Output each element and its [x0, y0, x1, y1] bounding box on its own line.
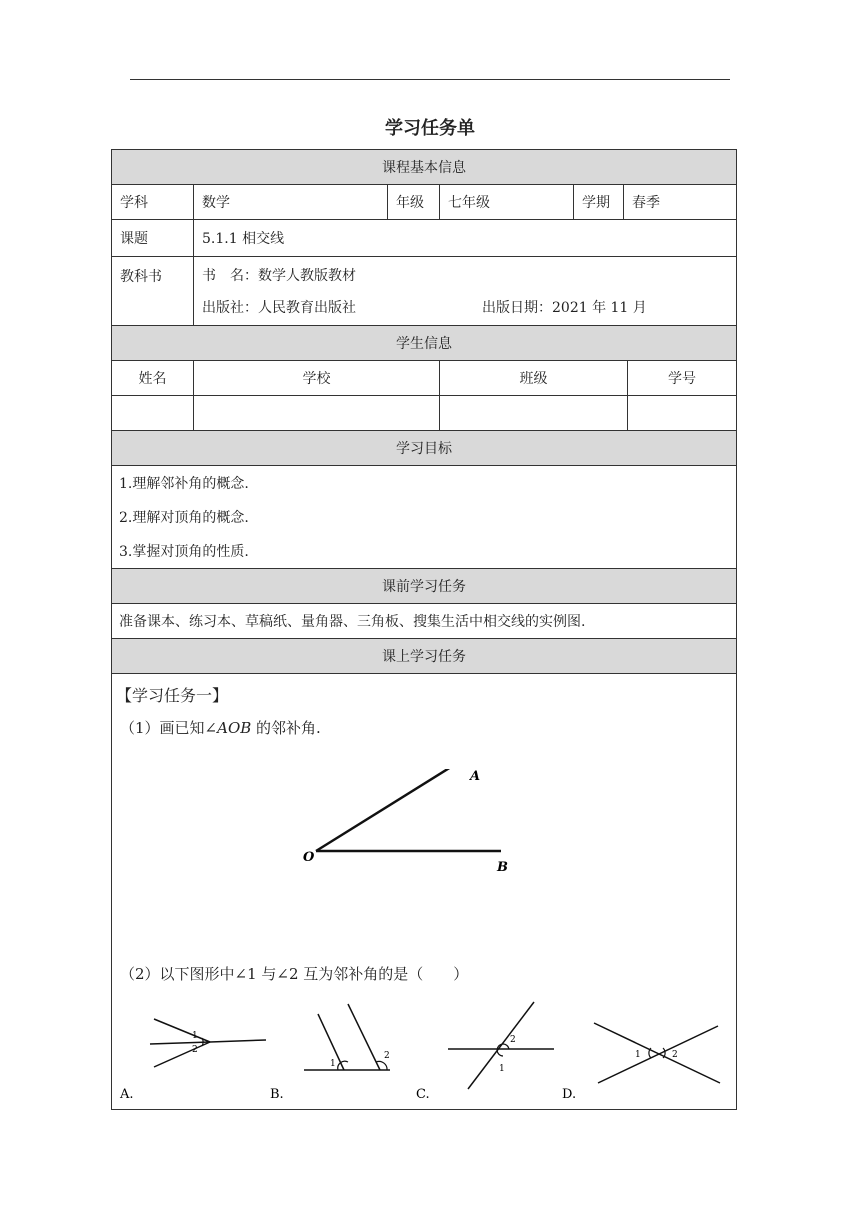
book-name: 书 名：数学人教版教材: [202, 268, 356, 284]
angle-2-label: 2: [384, 1051, 390, 1061]
col-student-id: 学号: [668, 371, 696, 387]
col-class: 班级: [440, 361, 628, 395]
angle-1-label: 1: [192, 1031, 198, 1041]
label-a: A: [470, 769, 481, 784]
col-school: 学校: [194, 361, 440, 395]
publisher: 出版社：人民教育出版社: [202, 300, 356, 316]
angle-2-label: 2: [192, 1045, 198, 1055]
textbook-details: [194, 257, 736, 325]
option-c-diagram[interactable]: [448, 1002, 554, 1089]
subject-label: 学科: [112, 185, 194, 219]
col-name: 姓名: [112, 361, 194, 395]
question-2: （2）以下图形中∠1 与∠2 互为邻补角的是（ ）: [120, 965, 469, 983]
objectives-list: [112, 466, 736, 569]
section-header-pre-class: 课前学习任务: [112, 569, 736, 604]
topic-label: 课题: [112, 220, 194, 256]
in-class-task: [112, 674, 736, 1109]
option-b-diagram[interactable]: [304, 1004, 390, 1070]
section-header-student-info: 学生信息: [112, 326, 736, 361]
subject-row: [112, 185, 736, 220]
question-1: [120, 717, 321, 738]
option-d-diagram[interactable]: [594, 1023, 720, 1083]
topic-value: 5.1.1 相交线: [202, 231, 285, 247]
header-rule: [130, 79, 730, 80]
term-label: 学期: [574, 185, 624, 219]
angle-2-label: 2: [510, 1035, 516, 1045]
label-b: B: [497, 860, 508, 875]
option-a-label[interactable]: A.: [120, 1087, 134, 1102]
angle-1-label: 1: [499, 1064, 505, 1074]
angle-aob-figure: [292, 769, 522, 919]
textbook-label: 教科书: [112, 257, 194, 325]
label-o: O: [303, 850, 315, 865]
objective-item: 2.理解对顶角的概念.: [119, 510, 249, 526]
name-field[interactable]: [112, 396, 194, 430]
section-header-in-class: 课上学习任务: [112, 639, 736, 674]
grade-label: 年级: [388, 185, 440, 219]
school-field[interactable]: [194, 396, 440, 430]
term-value: 春季: [632, 195, 660, 211]
option-a-diagram[interactable]: [150, 1019, 266, 1067]
student-header-row: [112, 361, 736, 396]
angle-1-label: 1: [330, 1059, 336, 1069]
objective-item: 3.掌握对顶角的性质.: [119, 544, 249, 560]
page-title: 学习任务单: [385, 118, 475, 139]
publisher-line: [202, 297, 647, 317]
worksheet-table: [111, 149, 737, 1110]
textbook-row: [112, 257, 736, 326]
angle-aob: ∠AOB: [204, 719, 252, 737]
angle-2-label: 2: [672, 1050, 678, 1060]
publish-date: 出版日期：2021 年 11 月: [482, 300, 647, 316]
student-id-field[interactable]: [628, 396, 736, 430]
task-title: 【学习任务一】: [116, 686, 229, 705]
section-header-course-info: 课程基本信息: [112, 150, 736, 185]
question-1-suffix: 的邻补角.: [251, 719, 321, 737]
question-1-prefix: （1）画已知: [120, 719, 205, 737]
angle-1-label: 1: [635, 1050, 641, 1060]
subject-value: 数学: [194, 185, 388, 219]
option-c-label[interactable]: C.: [416, 1087, 430, 1102]
section-header-objectives: 学习目标: [112, 431, 736, 466]
topic-row: [112, 220, 736, 257]
student-input-row: [112, 396, 736, 431]
option-d-label[interactable]: D.: [562, 1087, 577, 1102]
class-field[interactable]: [440, 396, 628, 430]
grade-value: 七年级: [440, 185, 574, 219]
objective-item: 1.理解邻补角的概念.: [119, 476, 249, 492]
pre-class-text: 准备课本、练习本、草稿纸、量角器、三角板、搜集生活中相交线的实例图.: [119, 614, 586, 630]
pre-class-row: [112, 604, 736, 639]
option-b-label[interactable]: B.: [270, 1087, 284, 1102]
options-figure: [112, 994, 736, 1104]
